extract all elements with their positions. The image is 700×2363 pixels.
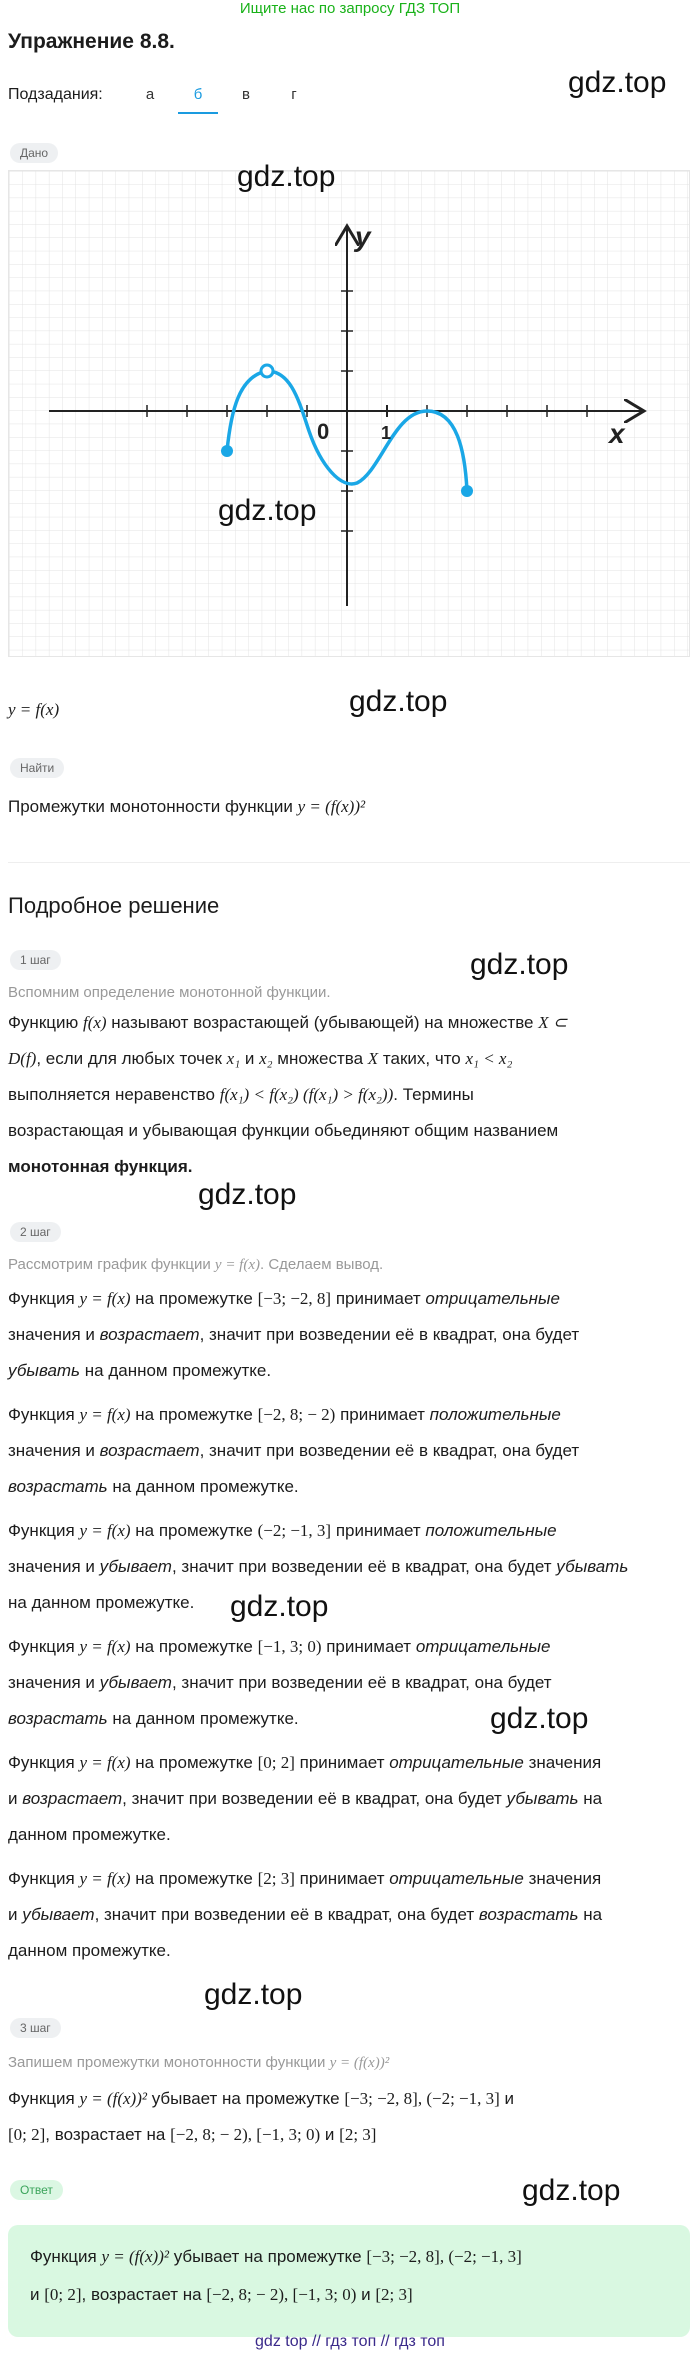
- watermark: gdz.top: [490, 1702, 589, 1735]
- step1-pill: 1 шаг: [10, 950, 61, 970]
- origin-label: 0: [317, 419, 330, 444]
- step2-p3-line3: на данном промежутке.: [8, 1593, 195, 1612]
- answer-box: [8, 2225, 690, 2337]
- step2-p6-line1: Функция y = f(x) на промежутке [2; 3] принимает отрицательные значения: [8, 1869, 602, 1888]
- step2-p2-line1: Функция y = f(x) на промежутке [−2, 8; − 2) принимает положительные: [8, 1405, 561, 1424]
- tab-a[interactable]: а: [145, 86, 155, 103]
- page-title: Упражнение 8.8.: [8, 30, 175, 53]
- endpoint-right: [461, 485, 473, 497]
- y-axis-label: y: [355, 221, 371, 252]
- step3-intro: Запишем промежутки монотонности функции y = (f(x))²: [8, 2054, 390, 2071]
- step2-p5-line2: и возрастает, значит при возведении её в квадрат, она будет убывать на: [8, 1789, 603, 1808]
- tab-b[interactable]: б: [178, 84, 218, 114]
- watermark: gdz.top: [568, 66, 667, 99]
- step1-line4: возрастающая и убывающая функции обьединяют общим названием: [8, 1121, 559, 1140]
- step2-p6-line3: данном промежутке.: [8, 1941, 171, 1960]
- step2-p4-line1: Функция y = f(x) на промежутке [−1, 3; 0) принимает отрицательные: [8, 1637, 551, 1656]
- open-point: [261, 365, 273, 377]
- step1-intro: Вспомним определение монотонной функции.: [8, 984, 331, 1001]
- answer-pill: Ответ: [10, 2180, 63, 2200]
- graph-panel: [8, 170, 690, 657]
- step1-line5: монотонная функция.: [8, 1157, 193, 1176]
- tab-v[interactable]: в: [242, 86, 250, 103]
- divider: [8, 862, 690, 863]
- endpoint-left: [221, 445, 233, 457]
- unit-label: 1: [381, 423, 392, 443]
- footer-links[interactable]: gdz top // гдз топ // гдз топ: [255, 2333, 445, 2350]
- given-formula: y = f(x): [8, 700, 60, 719]
- find-pill: Найти: [10, 758, 64, 778]
- step2-p4-line3: возрастать на данном промежутке.: [8, 1709, 299, 1728]
- given-pill: Дано: [10, 143, 58, 163]
- function-graph: [9, 171, 689, 656]
- x-axis-label: x: [609, 418, 625, 449]
- tab-g[interactable]: г: [291, 86, 297, 103]
- watermark: gdz.top: [522, 2174, 621, 2207]
- step2-p4-line2: значения и убывает, значит при возведении её в квадрат, она будет: [8, 1673, 552, 1692]
- step2-pill: 2 шаг: [10, 1222, 61, 1242]
- watermark: gdz.top: [237, 160, 336, 193]
- step2-p2-line3: возрастать на данном промежутке.: [8, 1477, 299, 1496]
- answer-line2: и [0; 2], возрастает на [−2, 8; − 2), [−1, 3; 0) и [2; 3]: [30, 2285, 413, 2304]
- watermark: gdz.top: [230, 1590, 329, 1623]
- step3-pill: 3 шаг: [10, 2018, 61, 2038]
- step2-p3-line2: значения и убывает, значит при возведении её в квадрат, она будет убывать: [8, 1557, 629, 1576]
- watermark: gdz.top: [198, 1178, 297, 1211]
- step1-line1: Функцию f(x) называют возрастающей (убывающей) на множестве X ⊂: [8, 1013, 568, 1032]
- step3-line1: Функция y = (f(x))² убывает на промежутке [−3; −2, 8], (−2; −1, 3] и: [8, 2089, 515, 2108]
- watermark: gdz.top: [349, 685, 448, 718]
- step2-p5-line1: Функция y = f(x) на промежутке [0; 2] принимает отрицательные значения: [8, 1753, 602, 1772]
- step1-line3: выполняется неравенство f(x₁) < f(x₂) (f(x₁) > f(x₂)). Термины: [8, 1085, 474, 1104]
- step2-p1-line3: убывать на данном промежутке.: [8, 1361, 272, 1380]
- promo-link[interactable]: Ищите нас по запросу ГДЗ ТОП: [239, 0, 461, 17]
- watermark: gdz.top: [204, 1978, 303, 2011]
- step2-p2-line2: значения и возрастает, значит при возведении её в квадрат, она будет: [8, 1441, 580, 1460]
- step1-line2: D(f), если для любых точек x₁ и x₂ множества X таких, что x₁ < x₂: [8, 1049, 513, 1068]
- answer-line1: Функция y = (f(x))² убывает на промежутке [−3; −2, 8], (−2; −1, 3]: [30, 2247, 522, 2266]
- step2-p1-line1: Функция y = f(x) на промежутке [−3; −2, 8] принимает отрицательные: [8, 1289, 561, 1308]
- step2-p1-line2: значения и возрастает, значит при возведении её в квадрат, она будет: [8, 1325, 580, 1344]
- find-text: Промежутки монотонности функции y = (f(x))²: [8, 797, 366, 816]
- step2-p3-line1: Функция y = f(x) на промежутке (−2; −1, 3] принимает положительные: [8, 1521, 557, 1540]
- step2-p5-line3: данном промежутке.: [8, 1825, 171, 1844]
- solution-title: Подробное решение: [8, 893, 220, 918]
- watermark: gdz.top: [218, 494, 317, 527]
- step2-intro: Рассмотрим график функции y = f(x). Сделаем вывод.: [8, 1256, 384, 1273]
- step3-line2: [0; 2], возрастает на [−2, 8; − 2), [−1, 3; 0) и [2; 3]: [8, 2125, 377, 2144]
- watermark: gdz.top: [470, 948, 569, 981]
- subtasks-label: Подзадания:: [8, 86, 103, 103]
- step2-p6-line2: и убывает, значит при возведении её в квадрат, она будет возрастать на: [8, 1905, 603, 1924]
